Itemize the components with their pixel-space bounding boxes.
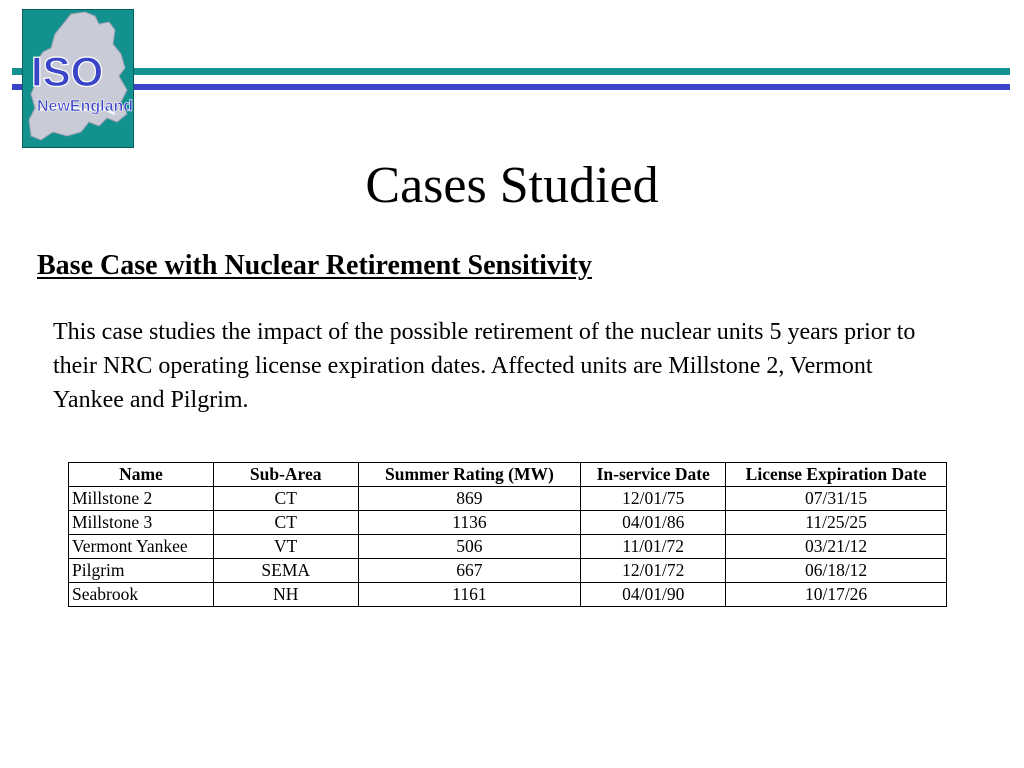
sub-area-cell: CT (213, 511, 358, 535)
slide-title: Cases Studied (365, 157, 659, 214)
header-rule-teal (12, 68, 1010, 75)
unit-name-cell: Seabrook (69, 583, 214, 607)
summer-rating-cell: 667 (358, 559, 581, 583)
summer-rating-cell: 1136 (358, 511, 581, 535)
license-expiration-date-cell: 06/18/12 (726, 559, 947, 583)
summer-rating-cell: 1161 (358, 583, 581, 607)
in-service-date-cell: 12/01/75 (581, 487, 726, 511)
license-expiration-date-cell: 11/25/25 (726, 511, 947, 535)
table-row (69, 583, 947, 607)
sub-area-cell: SEMA (213, 559, 358, 583)
license-expiration-date-cell: 10/17/26 (726, 583, 947, 607)
column-header-name: Name (69, 463, 214, 487)
in-service-date-cell: 11/01/72 (581, 535, 726, 559)
summer-rating-cell: 506 (358, 535, 581, 559)
sub-area-cell: NH (213, 583, 358, 607)
new-england-map-icon (23, 10, 133, 147)
iso-new-england-logo (22, 9, 134, 148)
table-row (69, 487, 947, 511)
column-header-summer-rating: Summer Rating (MW) (358, 463, 581, 487)
table-row (69, 559, 947, 583)
license-expiration-date-cell: 07/31/15 (726, 487, 947, 511)
logo-newengland-text: NewEngland (37, 98, 133, 115)
in-service-date-cell: 12/01/72 (581, 559, 726, 583)
license-expiration-date-cell: 03/21/12 (726, 535, 947, 559)
summer-rating-cell: 869 (358, 487, 581, 511)
table-row (69, 535, 947, 559)
table-row (69, 511, 947, 535)
case-description: This case studies the impact of the possible retirement of the nuclear units 5 years prior to their NRC operating license expiration dates. Affected units are Millstone 2, Vermont Yankee and Pilgrim. (53, 319, 916, 413)
in-service-date-cell: 04/01/86 (581, 511, 726, 535)
table-header-row (69, 463, 947, 487)
in-service-date-cell: 04/01/90 (581, 583, 726, 607)
nuclear-units-table (68, 462, 947, 607)
unit-name-cell: Millstone 2 (69, 487, 214, 511)
logo-iso-text: ISO (31, 48, 104, 95)
section-heading: Base Case with Nuclear Retirement Sensitivity (37, 250, 592, 281)
header-rule-blue (12, 84, 1010, 90)
sub-area-cell: CT (213, 487, 358, 511)
column-header-sub-area: Sub-Area (213, 463, 358, 487)
unit-name-cell: Vermont Yankee (69, 535, 214, 559)
column-header-license-expiration-date: License Expiration Date (726, 463, 947, 487)
unit-name-cell: Pilgrim (69, 559, 214, 583)
column-header-in-service-date: In-service Date (581, 463, 726, 487)
sub-area-cell: VT (213, 535, 358, 559)
unit-name-cell: Millstone 3 (69, 511, 214, 535)
